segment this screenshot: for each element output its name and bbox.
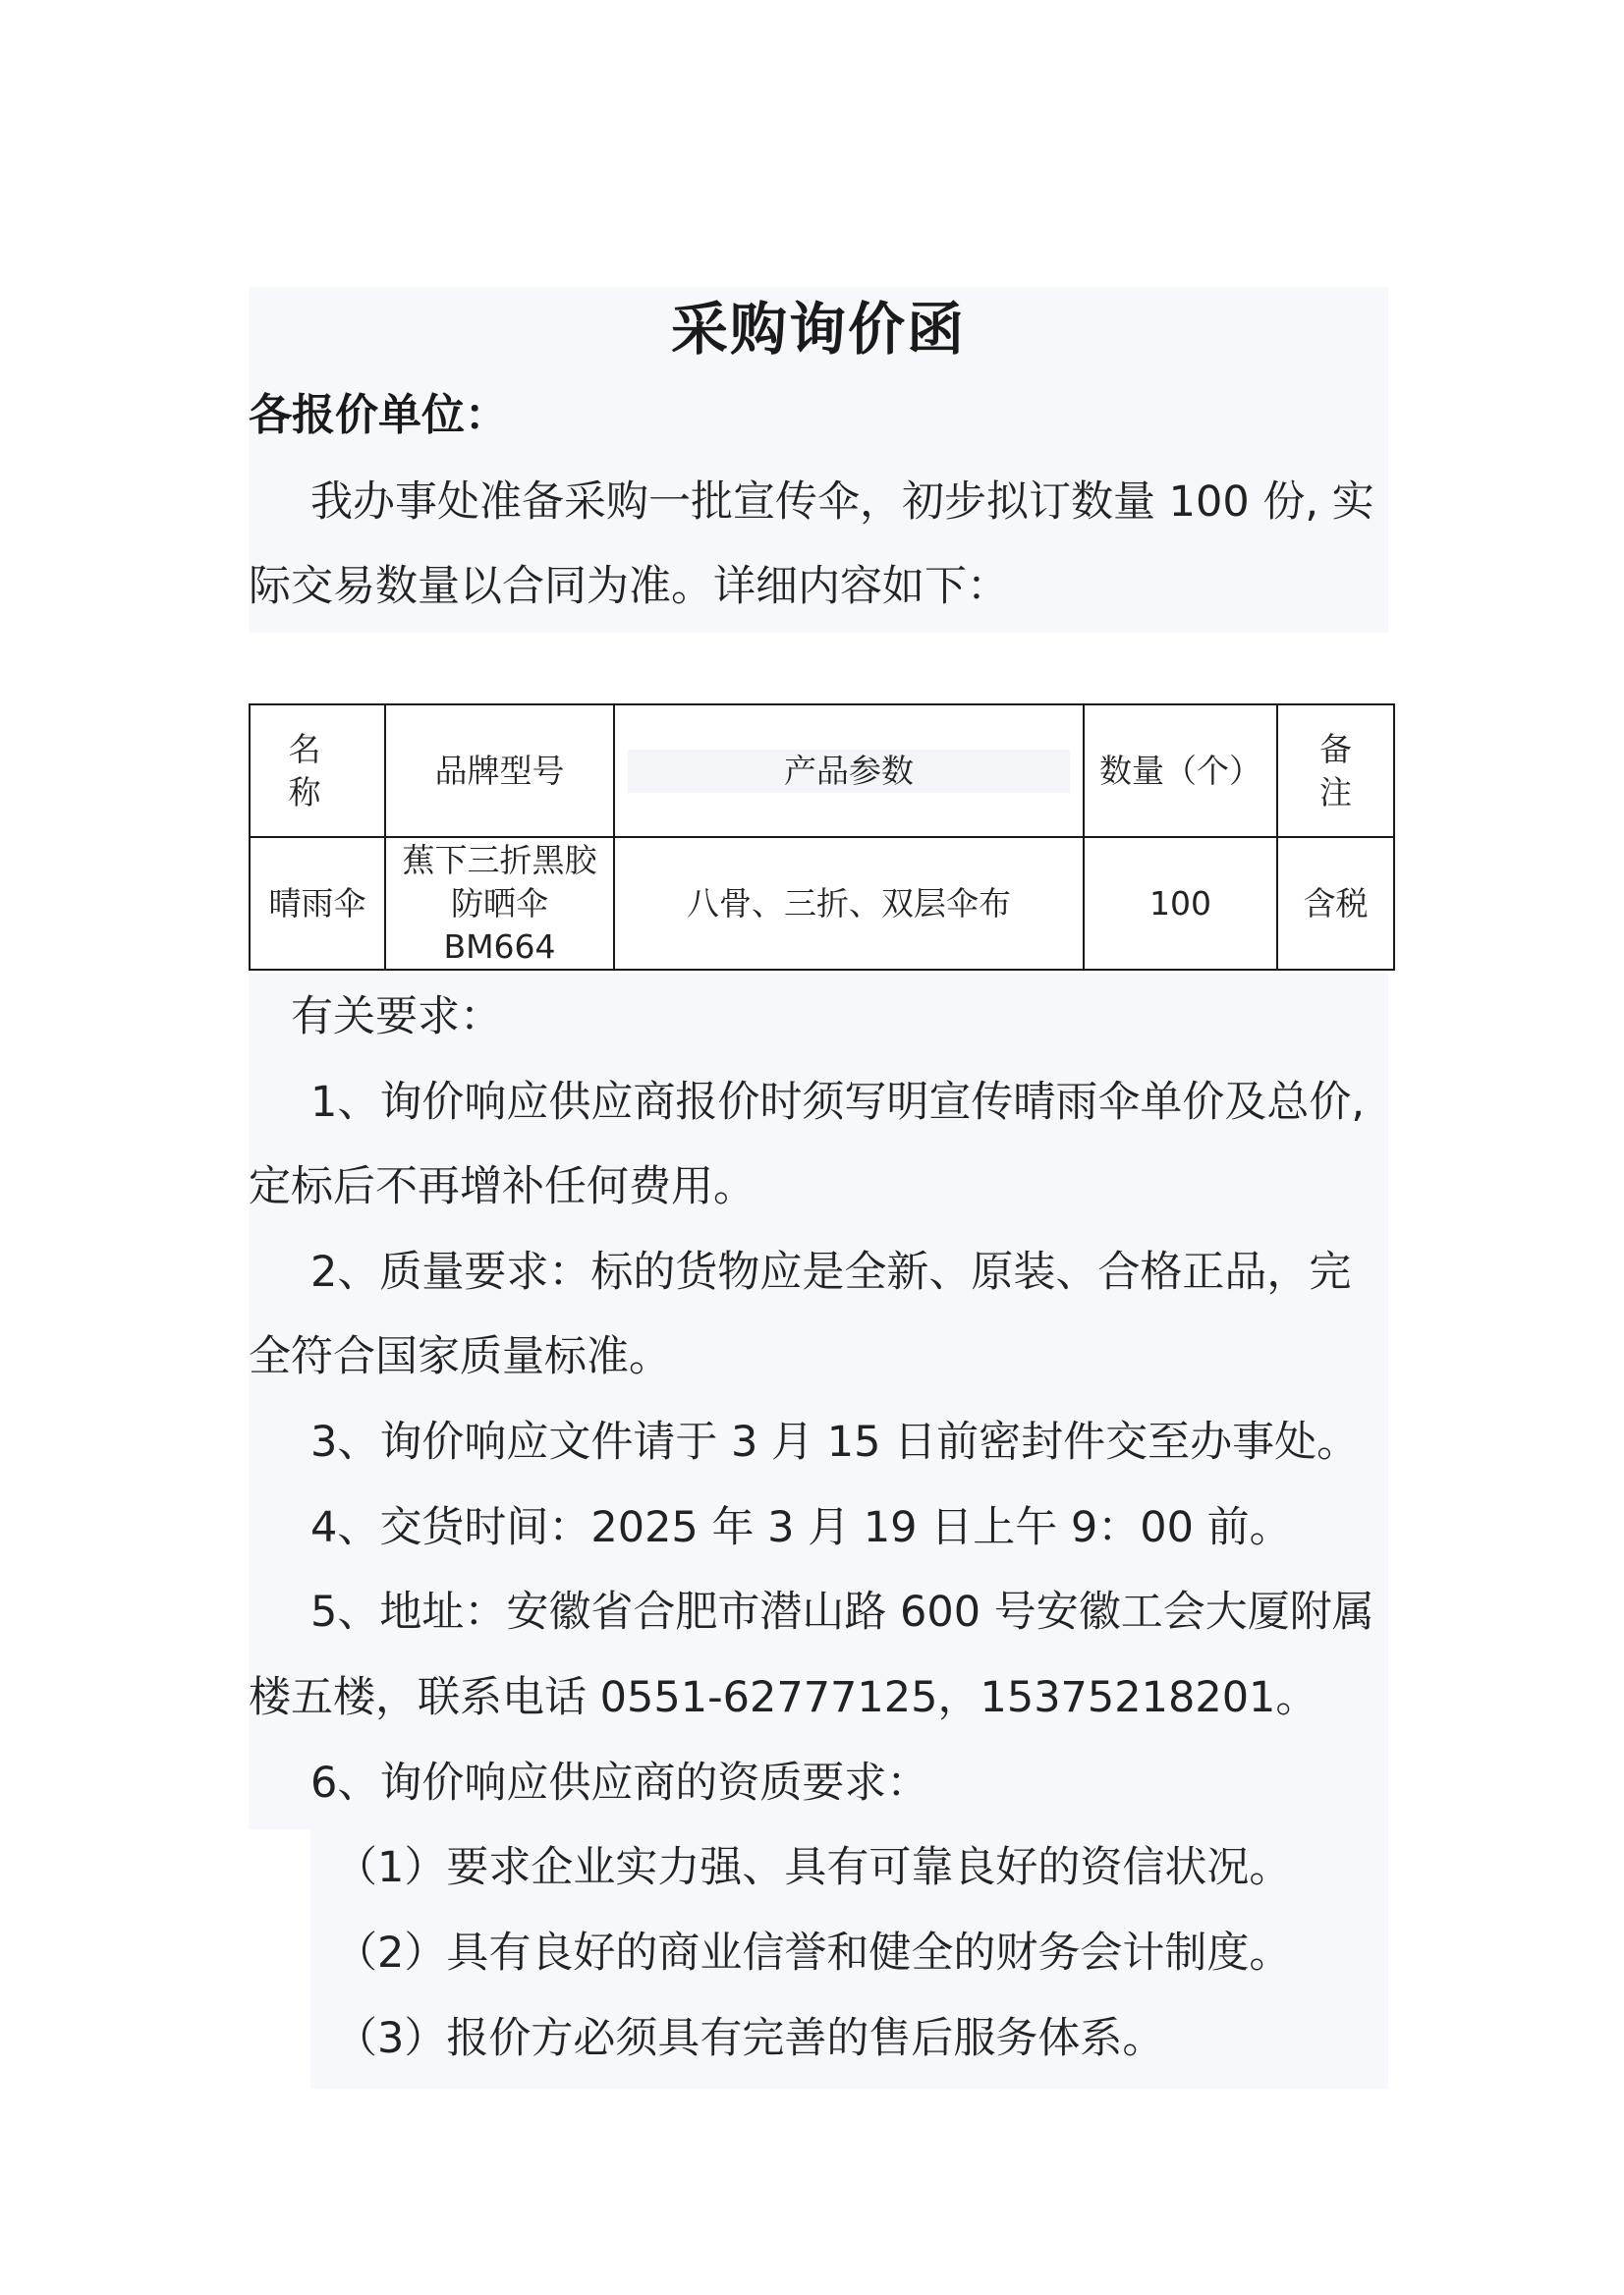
qualification-3: （3）报价方必须具有完善的售后服务体系。 xyxy=(335,2014,1165,2063)
header-name: 名 称 xyxy=(250,704,385,837)
requirement-5-line-1: 5、地址：安徽省合肥市潜山路 600 号安徽工会大厦附属 xyxy=(310,1588,1374,1637)
requirement-3: 3、询价响应文件请于 3 月 15 日前密封件交至办事处。 xyxy=(310,1418,1360,1467)
table-row xyxy=(250,837,1394,970)
requirement-2-line-1: 2、质量要求：标的货物应是全新、原装、合格正品，完 xyxy=(310,1248,1352,1297)
requirements-heading: 有关要求： xyxy=(291,992,502,1041)
header-quantity: 数量（个） xyxy=(1084,704,1277,837)
header-remark-line-1: 备 xyxy=(1319,729,1352,768)
salutation: 各报价单位： xyxy=(249,390,508,440)
intro-paragraph-line-2: 际交易数量以合同为准。详细内容如下： xyxy=(249,562,1009,611)
cell-brand-line-3: BM664 xyxy=(443,926,556,966)
table-header-row xyxy=(250,704,1394,837)
requirement-5-line-2: 楼五楼，联系电话 0551-62777125，15375218201。 xyxy=(249,1673,1318,1722)
cell-product-params: 八骨、三折、双层伞布 xyxy=(614,837,1084,970)
header-remark-line-2: 注 xyxy=(1319,772,1352,812)
requirement-1-line-1: 1、询价响应供应商报价时须写明宣传晴雨伞单价及总价, xyxy=(310,1078,1366,1127)
requirement-1-line-2: 定标后不再增补任何费用。 xyxy=(249,1162,756,1211)
intro-paragraph-line-1: 我办事处准备采购一批宣传伞，初步拟订数量 100 份, 实 xyxy=(310,477,1374,527)
qualification-1: （1）要求企业实力强、具有可靠良好的资信状况。 xyxy=(335,1843,1292,1892)
requirement-4: 4、交货时间：2025 年 3 月 19 日上午 9：00 前。 xyxy=(310,1503,1292,1552)
header-remark xyxy=(1277,704,1394,837)
qualification-2: （2）具有良好的商业信誉和健全的财务会计制度。 xyxy=(335,1929,1292,1978)
cell-brand-model xyxy=(385,837,614,970)
document-title: 采购询价函 xyxy=(670,296,966,363)
cell-name: 晴雨伞 xyxy=(250,837,385,970)
quotation-table xyxy=(249,703,1395,971)
requirement-2-line-2: 全符合国家质量标准。 xyxy=(249,1332,671,1381)
cell-quantity: 100 xyxy=(1084,837,1277,970)
header-product-params xyxy=(614,704,1084,837)
cell-brand-line-2: 防晒伞 xyxy=(451,883,548,923)
cell-remark: 含税 xyxy=(1277,837,1394,970)
header-product-params-label: 产品参数 xyxy=(628,750,1070,793)
cell-brand-line-1: 蕉下三折黑胶 xyxy=(402,840,597,879)
header-brand-model: 品牌型号 xyxy=(385,704,614,837)
requirement-6: 6、询价响应供应商的资质要求： xyxy=(310,1759,929,1808)
